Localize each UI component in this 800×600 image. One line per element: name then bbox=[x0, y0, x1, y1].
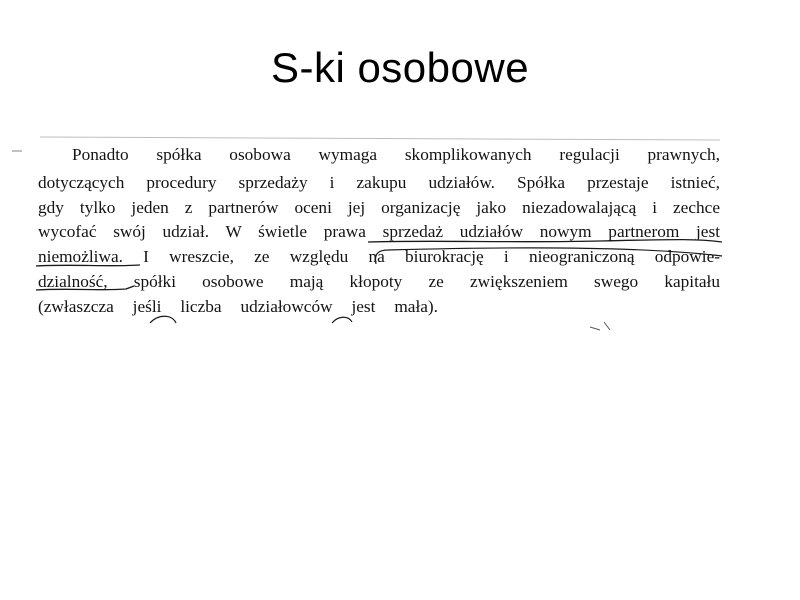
pen-curl-mark bbox=[150, 316, 176, 323]
slide-title: S-ki osobowe bbox=[270, 44, 530, 91]
text-line-3: gdy tylko jeden z partnerów oceni jej organizację jako niezadowalającą i zechce bbox=[38, 198, 720, 217]
text-line-4: wycofać swój udział. W świetle prawa sprzedaż udziałów nowym partnerom jest bbox=[38, 222, 720, 241]
scan-speck bbox=[590, 322, 610, 330]
scan-edge-line bbox=[40, 137, 720, 140]
text-line-5: niemożliwa. I wreszcie, ze względu na biurokrację i nieograniczoną odpowie- bbox=[38, 247, 720, 266]
text-line-6: dzialność, spółki osobowe mają kłopoty ze zwiększeniem swego kapitału bbox=[38, 272, 720, 291]
text-line-2: dotyczących procedury sprzedaży i zakupu udziałów. Spółka przestaje istnieć, bbox=[38, 173, 720, 192]
scanned-text-block bbox=[0, 118, 800, 348]
pen-curl-mark bbox=[332, 317, 352, 323]
text-line-7: (zwłaszcza jeśli liczba udziałowców jest mała). bbox=[38, 297, 438, 316]
text-line-1: Ponadto spółka osobowa wymaga skomplikowanych regulacji prawnych, bbox=[72, 145, 720, 164]
